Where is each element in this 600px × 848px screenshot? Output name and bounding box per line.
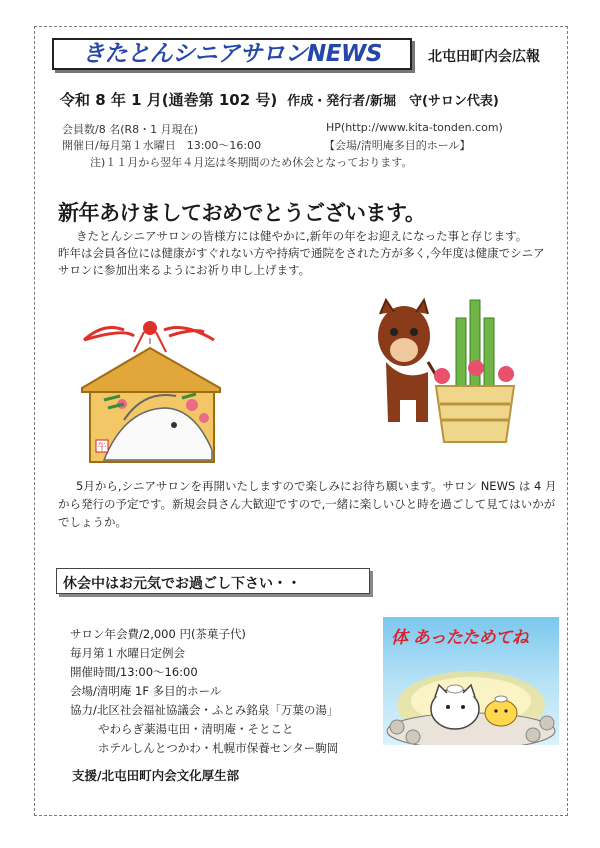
reopen-line-1: 5月から,シニアサロンを再開いたしますので楽しみにお待ち願います。サロン NEWS は 4 月 (76, 479, 557, 493)
monthly-meeting: 毎月第１水曜日定例会 (70, 646, 185, 660)
annual-fee: サロン年会費/2,000 円(茶菓子代) (70, 627, 246, 641)
meeting-venue-detail: 会場/清明庵 1F 多目的ホール (70, 684, 222, 698)
homepage-link[interactable]: HP(http://www.kita-tonden.com) (326, 121, 503, 134)
warm-up-card (383, 617, 559, 745)
issue-author: 作成・発行者/新堀 守(サロン代表) (287, 94, 499, 109)
cooperators-line-1: 協力/北区社会福祉協議会・ふとみ銘泉「万葉の湯」 (70, 703, 339, 717)
reopen-line-3: でしょうか。 (58, 515, 127, 529)
ema-horse-illustration (64, 300, 244, 468)
newsletter-title: きたとんシニアサロンNEWS (82, 41, 382, 67)
greeting-line-3: サロンに参加出来るようにお祈り申し上げます。 (58, 263, 311, 277)
meeting-venue: 【会場/清明庵多目的ホール】 (324, 139, 471, 152)
break-notice-heading: 休会中はお元気でお過ごし下さい・・ (63, 576, 301, 592)
greeting-line-2: 昨年は会員各位には健康がすぐれない方や持病で通院をされた方が多く,今年度は健康でシニア (58, 246, 545, 260)
new-year-heading: 新年あけましておめでとうございます。 (58, 201, 426, 225)
cooperators-line-2: やわらぎ薬湯屯田・清明庵・そとこと (98, 722, 294, 736)
support-organization: 支援/北屯田町内会文化厚生部 (72, 768, 240, 783)
newsletter-title-box (52, 38, 412, 70)
meeting-schedule: 開催日/毎月第１水曜日 13:00〜16:00 (62, 139, 262, 152)
warm-up-message: 体 あったためてね (391, 628, 529, 648)
greeting-line-1: きたとんシニアサロンの皆様方には健やかに,新年の年をお迎えになった事と存じます。 (76, 229, 528, 243)
horse-kadomatsu-illustration (366, 292, 526, 448)
ema-stamp: 午 (97, 443, 107, 453)
break-notice-box (56, 568, 370, 594)
issue-number: 令和 8 年 1 月(通巻第 102 号) (60, 91, 278, 109)
publisher-name: 北屯田町内会広報 (428, 49, 540, 65)
reopen-line-2: から発行の予定です。新規会員さん大歓迎ですので,一緒に楽しいひと時を過ごして見てはいかが (58, 497, 556, 511)
issue-line (60, 89, 499, 110)
meeting-hours: 開催時間/13:00〜16:00 (70, 665, 198, 679)
onsen-cat-illustration (383, 651, 559, 745)
cooperators-line-3: ホテルしんとつかわ・札幌市保養センター駒岡 (98, 741, 339, 755)
member-count: 会員数/8 名(R8・1 月現在) (62, 123, 198, 136)
winter-break-note: 注)１１月から翌年４月迄は冬期間のため休会となっております。 (90, 156, 413, 169)
